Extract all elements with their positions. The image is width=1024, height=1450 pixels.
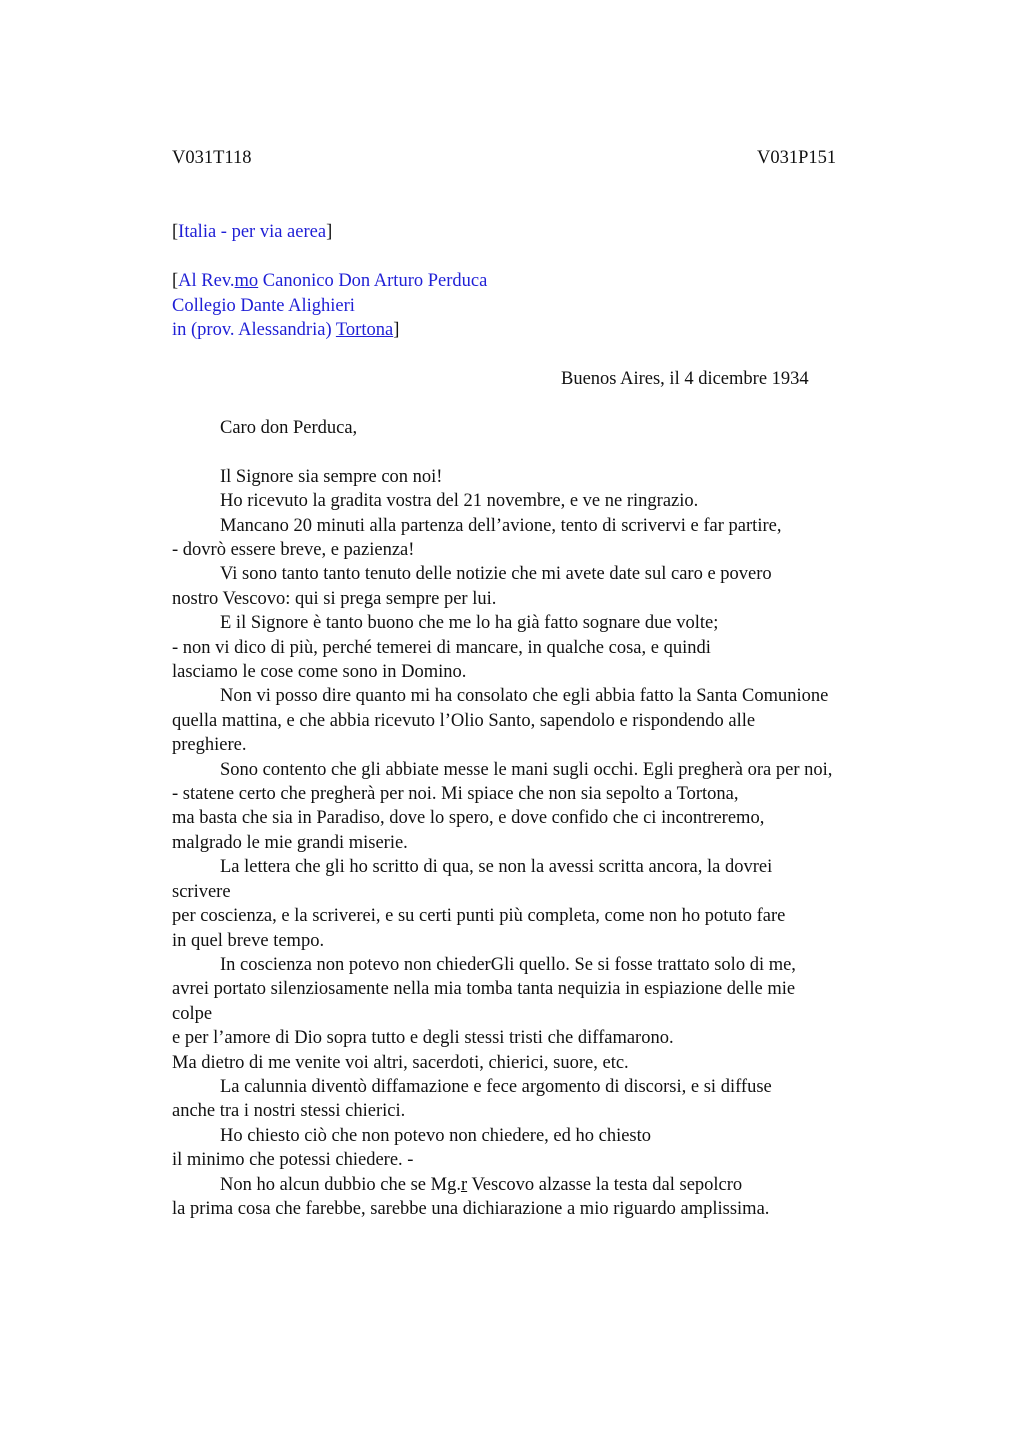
body-line: il minimo che potessi chiedere. - — [172, 1150, 414, 1171]
body-line: Vi sono tanto tanto tenuto delle notizie che mi avete date sul caro e povero — [220, 564, 772, 585]
salutation: Caro don Perduca, — [220, 418, 358, 438]
mail-mode-note: [Italia - per via aerea] — [172, 222, 333, 242]
abbrev-superscript: mo — [234, 271, 259, 291]
abbrev-superscript: r — [460, 1174, 468, 1195]
body-line: scrivere — [172, 881, 231, 902]
body-line: e per l’amore di Dio sopra tutto e degli stessi tristi che diffamarono. — [172, 1028, 674, 1049]
document-code-right: V031P151 — [757, 148, 837, 168]
mail-mode-text: Italia - per via aerea — [178, 222, 327, 242]
body-line: - dovrò essere breve, e pazienza! — [172, 540, 415, 561]
address-line-3: in (prov. Alessandria) Tortona] — [172, 320, 400, 340]
body-line: Non ho alcun dubbio che se Mg.r Vescovo alzasse la testa dal sepolcro — [220, 1174, 743, 1195]
body-line: anche tra i nostri stessi chierici. — [172, 1101, 406, 1122]
body-line: - statene certo che pregherà per noi. Mi spiace che non sia sepolto a Tortona, — [172, 784, 739, 805]
body-line: quella mattina, e che abbia ricevuto l’Olio Santo, sapendolo e rispondendo alle — [172, 710, 756, 731]
body-line: lasciamo le cose come sono in Domino. — [172, 662, 467, 683]
body-line: preghiere. — [172, 735, 247, 756]
body-line: colpe — [172, 1003, 213, 1024]
body-line: Ho chiesto ciò che non potevo non chiedere, ed ho chiesto — [220, 1125, 652, 1146]
body-line: Ho ricevuto la gradita vostra del 21 novembre, e ve ne ringrazio. — [220, 491, 699, 512]
body-line: La calunnia diventò diffamazione e fece argomento di discorsi, e si diffuse — [220, 1076, 772, 1097]
body-line: per coscienza, e la scriverei, e su certi punti più completa, come non ho potuto fare — [172, 906, 786, 927]
body-line: E il Signore è tanto buono che me lo ha già fatto sognare due volte; — [220, 613, 719, 634]
body-line: nostro Vescovo: qui si prega sempre per lui. — [172, 588, 497, 609]
body-line: in quel breve tempo. — [172, 930, 325, 951]
body-line: la prima cosa che farebbe, sarebbe una dichiarazione a mio riguardo amplissima. — [172, 1198, 770, 1219]
body-line: malgrado le mie grandi miserie. — [172, 832, 408, 853]
body-line: ma basta che sia in Paradiso, dove lo spero, e dove confido che ci incontreremo, — [172, 808, 765, 829]
address-block — [172, 269, 487, 343]
document-code-left: V031T118 — [172, 148, 252, 168]
body-line: Il Signore sia sempre con noi! — [220, 466, 443, 487]
body-line: Non vi posso dire quanto mi ha consolato che egli abbia fatto la Santa Comunione — [220, 686, 829, 707]
body-line: avrei portato silenziosamente nella mia tomba tanta nequizia in espiazione delle mie — [172, 979, 796, 1000]
body-line: Sono contento che gli abbiate messe le mani sugli occhi. Egli pregherà ora per noi, — [220, 759, 833, 780]
address-line-1: [Al Rev.mo Canonico Don Arturo Perduca — [172, 271, 488, 291]
address-line-2: Collegio Dante Alighieri — [172, 295, 355, 316]
body-line: Ma dietro di me venite voi altri, sacerdoti, chierici, suore, etc. — [172, 1052, 629, 1073]
body-line: In coscienza non potevo non chiederGli quello. Se si fosse trattato solo di me, — [220, 954, 796, 975]
body-line: La lettera che gli ho scritto di qua, se non la avessi scritta ancora, la dovrei — [220, 857, 773, 878]
dateline: Buenos Aires, il 4 dicembre 1934 — [561, 369, 809, 389]
letter-body — [172, 416, 932, 1221]
body-line: Mancano 20 minuti alla partenza dell’avione, tento di scrivervi e far partire, — [220, 515, 782, 536]
address-city: Tortona — [335, 320, 394, 340]
body-line: - non vi dico di più, perché temerei di mancare, in qualche cosa, e quindi — [172, 637, 711, 658]
